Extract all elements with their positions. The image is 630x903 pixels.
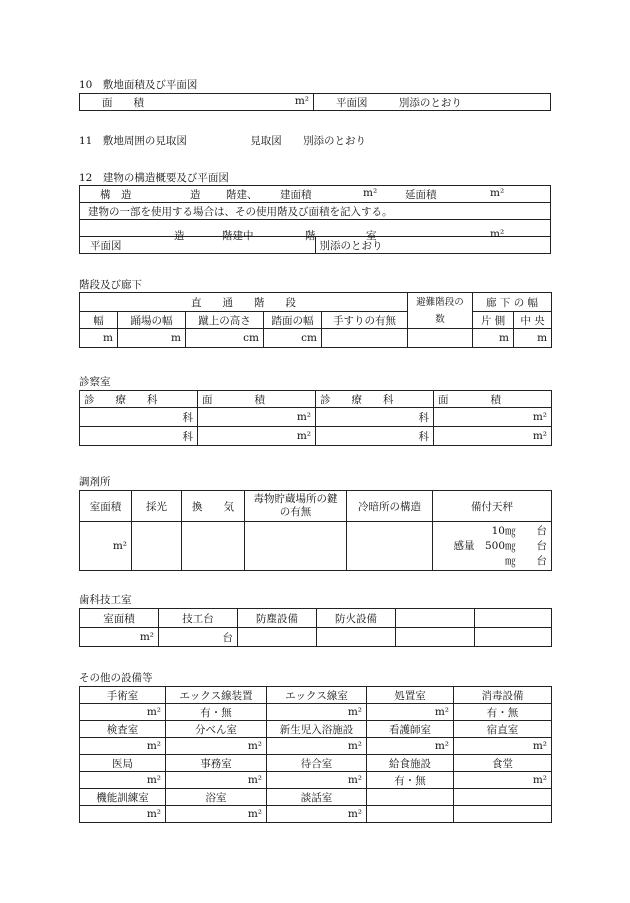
facility-label: 事務室 — [166, 755, 267, 772]
facility-value: 有・無 — [166, 704, 267, 721]
dental-col-fire: 防火設備 — [317, 609, 396, 628]
pharmacy-table — [79, 490, 551, 571]
floor-area-label: 延面積 — [405, 188, 437, 201]
dental-blank-value-1 — [396, 628, 475, 647]
partial-zo: 造 — [174, 230, 185, 242]
area-label: 面 積 — [102, 96, 144, 109]
pharmacy-col-light: 採光 — [132, 491, 182, 522]
stairs-unit-5 — [322, 329, 408, 348]
partial-room: 室 — [366, 230, 377, 242]
facility-value: m² — [267, 738, 367, 755]
evac-stairs-header: 避難階段の 数 — [408, 293, 473, 329]
building-table — [79, 185, 551, 254]
stairs-col-landing: 踊場の幅 — [118, 312, 186, 329]
exam-dept-cell: 科 — [316, 408, 434, 427]
exam-dept-header-1: 診 療 科 — [80, 391, 198, 408]
facility-label: 分べん室 — [166, 721, 267, 738]
building-plan-label: 平面図 — [90, 239, 122, 252]
other-heading: その他の設備等 — [79, 672, 153, 684]
facility-value: m² — [267, 704, 367, 721]
pharmacy-col-area: 室面積 — [80, 491, 132, 522]
section-11-title: 11 敷地周囲の見取図 — [79, 135, 187, 147]
site-area-table — [79, 93, 551, 111]
pharmacy-balance-value — [433, 522, 552, 571]
stairs-col-riser: 蹴上の高さ — [186, 312, 264, 329]
dental-col-bench: 技工台 — [159, 609, 238, 628]
facility-value: 有・無 — [454, 704, 552, 721]
pharmacy-area-value: m² — [80, 522, 132, 571]
exam-dept-cell: 科 — [80, 408, 198, 427]
building-plan-value-cell — [315, 237, 551, 254]
stairs-col-tread: 踏面の幅 — [264, 312, 322, 329]
facility-value: m² — [166, 738, 267, 755]
facility-value: m² — [166, 806, 267, 823]
stairs-unit-4: cm — [264, 329, 322, 348]
facility-label: 消毒設備 — [454, 687, 552, 704]
facility-label: 新生児入浴施設 — [267, 721, 367, 738]
exam-area-cell: m² — [198, 408, 316, 427]
sketch-value: 別添のとおり — [303, 135, 367, 147]
plan-label: 平面図 — [336, 96, 368, 109]
building-plan-label-cell — [80, 237, 316, 254]
corridor-header: 廊 下 の 幅 — [473, 293, 552, 312]
site-plan-cell — [314, 94, 551, 111]
facility-value — [367, 806, 454, 823]
corridor-col-one-side: 片 側 — [473, 312, 514, 329]
partial-unit: m² — [490, 228, 505, 240]
exam-area-header-2: 面 積 — [434, 391, 552, 408]
corridor-col-center: 中 央 — [514, 312, 552, 329]
exam-dept-header-2: 診 療 科 — [316, 391, 434, 408]
sketch-label: 見取図 — [250, 135, 282, 147]
exam-area-cell: m² — [434, 427, 552, 446]
section-12-heading: 12 建物の構造概要及び平面図 — [79, 172, 229, 184]
site-area-cell — [80, 94, 314, 111]
facility-value: m² — [80, 704, 166, 721]
pharmacy-col-balance: 備付天秤 — [433, 491, 552, 522]
exam-area-header-1: 面 積 — [198, 391, 316, 408]
partial-floor: 階 — [305, 230, 316, 242]
facility-value: m² — [367, 738, 454, 755]
facility-label: 食堂 — [454, 755, 552, 772]
facility-label: 浴室 — [166, 789, 267, 806]
facility-value: m² — [80, 806, 166, 823]
facility-label — [367, 789, 454, 806]
section-10-heading: 10 敷地面積及び平面図 — [79, 79, 198, 91]
facility-label: エックス線装置 — [166, 687, 267, 704]
building-row-3 — [80, 220, 551, 242]
exam-area-cell: m² — [434, 408, 552, 427]
dental-col-blank-1 — [396, 609, 475, 628]
facility-value: 有・無 — [367, 772, 454, 789]
facility-value: m² — [454, 738, 552, 755]
exam-dept-cell: 科 — [316, 427, 434, 446]
stairs-col-width: 幅 — [80, 312, 118, 329]
stairs-unit-1: m — [80, 329, 118, 348]
facility-label: 給食施設 — [367, 755, 454, 772]
facility-label: 宿直室 — [454, 721, 552, 738]
facility-label: エックス線室 — [267, 687, 367, 704]
partial-floors: 階建中 — [222, 230, 254, 242]
stairs-unit-6 — [408, 329, 473, 348]
exam-area-cell: m² — [198, 427, 316, 446]
dental-blank-value-2 — [475, 628, 552, 647]
floor-area-unit: m² — [490, 186, 505, 199]
facility-label: 検査室 — [80, 721, 166, 738]
section-11-heading — [79, 133, 366, 148]
balance-line-2: 感量 500㎎ 台 — [453, 539, 547, 552]
facility-value — [454, 806, 552, 823]
dental-heading: 歯科技工室 — [79, 594, 132, 606]
pharmacy-heading: 調剤所 — [79, 476, 111, 488]
facility-value: m² — [166, 772, 267, 789]
facility-value: m² — [80, 772, 166, 789]
building-area-label: 建面積 — [280, 188, 312, 201]
structure-zo: 造 — [190, 188, 201, 201]
dental-col-area: 室面積 — [80, 609, 159, 628]
stairs-col-handrail: 手すりの有無 — [322, 312, 408, 329]
dental-bench-value: 台 — [159, 628, 238, 647]
facility-label: 手術室 — [80, 687, 166, 704]
stairs-unit-3: cm — [186, 329, 264, 348]
exam-dept-cell: 科 — [80, 427, 198, 446]
pharmacy-light-value — [132, 522, 182, 571]
facility-value: m² — [267, 772, 367, 789]
dental-area-value: m² — [80, 628, 159, 647]
pharmacy-col-vent: 換 気 — [182, 491, 245, 522]
other-table — [79, 686, 551, 823]
building-row-2 — [80, 203, 551, 220]
pharmacy-col-poison-lock: 毒物貯蔵場所の鍵の有無 — [245, 491, 347, 522]
facility-value: m² — [454, 772, 552, 789]
structure-label: 構 造 — [100, 188, 132, 201]
pharmacy-lock-value — [245, 522, 347, 571]
dental-dust-value — [238, 628, 317, 647]
building-area-unit: m² — [363, 186, 378, 199]
building-row-1 — [80, 186, 551, 203]
facility-label: 看護師室 — [367, 721, 454, 738]
stairs-unit-2: m — [118, 329, 186, 348]
facility-label: 医局 — [80, 755, 166, 772]
balance-line-1: 10㎎ 台 — [491, 524, 547, 537]
building-plan-value: 別添のとおり — [319, 239, 383, 252]
direct-stairs-header: 直 通 階 段 — [80, 293, 408, 312]
dental-col-blank-2 — [475, 609, 552, 628]
pharmacy-vent-value — [182, 522, 245, 571]
facility-value: m² — [80, 738, 166, 755]
pharmacy-col-cold-storage: 冷暗所の構造 — [347, 491, 433, 522]
facility-value: m² — [267, 806, 367, 823]
stairs-heading: 階段及び廊下 — [79, 279, 142, 291]
facility-label: 処置室 — [367, 687, 454, 704]
plan-value: 別添のとおり — [398, 96, 462, 109]
stairs-table — [79, 292, 551, 348]
floors-label: 階建、 — [226, 188, 258, 201]
exam-table — [79, 390, 551, 446]
facility-label: 機能訓練室 — [80, 789, 166, 806]
partial-use-note: 建物の一部を使用する場合は、その使用階及び面積を記入する。 — [88, 205, 393, 218]
dental-table — [79, 608, 551, 647]
balance-line-3: ㎎ 台 — [505, 554, 547, 567]
stairs-unit-7: m — [473, 329, 514, 348]
facility-label — [454, 789, 552, 806]
area-unit: m² — [294, 94, 309, 107]
stairs-unit-8: m — [514, 329, 552, 348]
dental-fire-value — [317, 628, 396, 647]
facility-label: 談話室 — [267, 789, 367, 806]
facility-value: m² — [367, 704, 454, 721]
pharmacy-cold-value — [347, 522, 433, 571]
exam-heading: 診察室 — [79, 376, 111, 388]
facility-label: 待合室 — [267, 755, 367, 772]
dental-col-dust: 防塵設備 — [238, 609, 317, 628]
